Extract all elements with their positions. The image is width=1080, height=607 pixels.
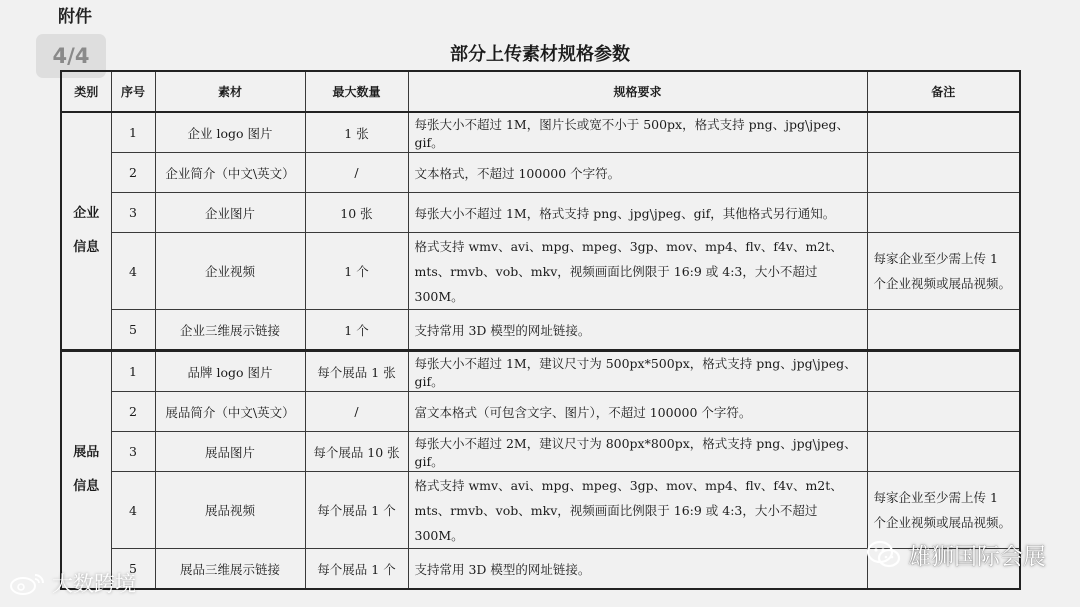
row-no: 3 [111,432,155,472]
row-max: 10 张 [305,193,408,233]
header-note: 备注 [867,71,1020,112]
header-no: 序号 [111,71,155,112]
row-max: 1 个 [305,310,408,351]
row-max: / [305,392,408,432]
row-spec: 每张大小不超过 1M，建议尺寸为 500px*500px，格式支持 png、jpg\jpeg、gif。 [408,351,867,392]
category-line: 企业 [73,206,100,221]
row-spec: 支持常用 3D 模型的网址链接。 [408,310,867,351]
header-max-quantity: 最大数量 [305,71,408,112]
row-spec: 每张大小不超过 1M，格式支持 png、jpg\jpeg、gif，其他格式另行通知。 [408,193,867,233]
header-material: 素材 [155,71,305,112]
row-note: 每家企业至少需上传 1 个企业视频或展品视频。 [867,233,1020,310]
row-material: 展品视频 [155,472,305,549]
row-max: / [305,153,408,193]
row-max: 1 张 [305,112,408,153]
table-row [61,193,1020,233]
wechat-icon [866,540,902,570]
row-no: 4 [111,472,155,549]
row-spec: 每张大小不超过 1M，图片长或宽不小于 500px，格式支持 png、jpg\jpeg、gif。 [408,112,867,153]
row-material: 展品简介（中文\英文） [155,392,305,432]
row-note: 每家企业至少需上传 1 个企业视频或展品视频。 [867,472,1020,549]
row-note [867,112,1020,153]
row-no: 1 [111,112,155,153]
row-material: 企业 logo 图片 [155,112,305,153]
header-category: 类别 [61,71,111,112]
table-row [61,351,1020,392]
weibo-icon [8,569,48,597]
row-max: 每个展品 10 张 [305,432,408,472]
row-spec: 文本格式，不超过 100000 个字符。 [408,153,867,193]
row-note [867,310,1020,351]
category-cell [61,351,111,590]
row-material: 展品图片 [155,432,305,472]
category-line: 信息 [73,479,100,494]
table-row [61,392,1020,432]
row-no: 5 [111,310,155,351]
page-indicator: 4/4 [36,34,106,78]
row-max: 每个展品 1 张 [305,351,408,392]
table-header-row [61,71,1020,112]
row-note [867,153,1020,193]
row-max: 每个展品 1 个 [305,472,408,549]
row-note [867,432,1020,472]
row-spec: 每张大小不超过 2M，建议尺寸为 800px*800px，格式支持 png、jpg\jpeg、gif。 [408,432,867,472]
row-note [867,351,1020,392]
document-title: 部分上传素材规格参数 [450,44,630,65]
row-max: 1 个 [305,233,408,310]
category-cell [61,112,111,351]
wechat-watermark [866,538,1046,571]
row-note [867,392,1020,432]
table-row [61,432,1020,472]
row-spec: 格式支持 wmv、avi、mpg、mpeg、3gp、mov、mp4、flv、f4v、m2t、mts、rmvb、vob、mkv，视频画面比例限于 16:9 或 4:3，大小不超过 300M。 [408,233,867,310]
row-spec: 支持常用 3D 模型的网址链接。 [408,549,867,590]
row-spec: 富文本格式（可包含文字、图片），不超过 100000 个字符。 [408,392,867,432]
row-material: 企业图片 [155,193,305,233]
row-no: 2 [111,153,155,193]
weibo-watermark [8,568,136,598]
table-row [61,153,1020,193]
table-row [61,233,1020,310]
table-row [61,472,1020,549]
row-material: 企业简介（中文\英文） [155,153,305,193]
row-no: 3 [111,193,155,233]
category-line: 信息 [73,240,100,255]
row-no: 5 [111,549,155,590]
wechat-watermark-text: 雄狮国际会展 [908,544,1046,570]
row-material: 展品三维展示链接 [155,549,305,590]
row-material: 品牌 logo 图片 [155,351,305,392]
row-no: 2 [111,392,155,432]
row-max: 每个展品 1 个 [305,549,408,590]
table-row [61,112,1020,153]
row-material: 企业三维展示链接 [155,310,305,351]
table-row [61,310,1020,351]
row-no: 4 [111,233,155,310]
attachment-label: 附件 [58,7,92,27]
header-spec: 规格要求 [408,71,867,112]
weibo-watermark-text: 大数跨境 [52,572,136,596]
row-material: 企业视频 [155,233,305,310]
row-spec: 格式支持 wmv、avi、mpg、mpeg、3gp、mov、mp4、flv、f4v、m2t、mts、rmvb、vob、mkv，视频画面比例限于 16:9 或 4:3，大小不超过 300M。 [408,472,867,549]
row-no: 1 [111,351,155,392]
category-line: 展品 [73,445,100,460]
row-note [867,193,1020,233]
spec-table [60,70,1021,590]
